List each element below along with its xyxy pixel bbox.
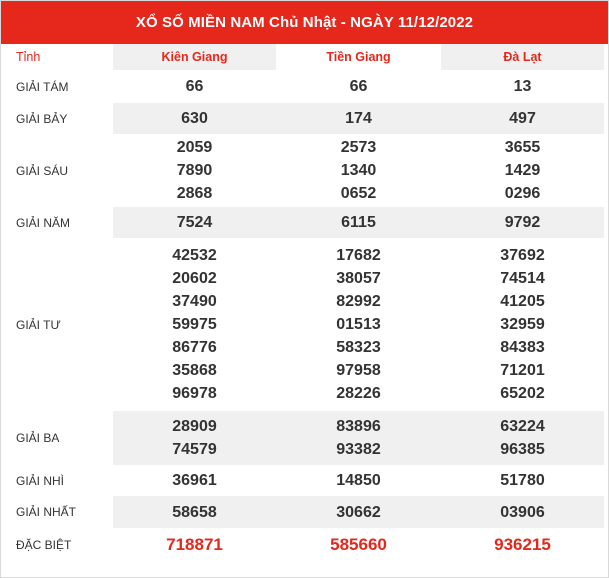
prize-number: 2573 xyxy=(340,139,377,156)
prize-number: 7890 xyxy=(176,162,213,179)
column-header-da-lat[interactable]: Đà Lạt xyxy=(441,44,604,70)
prize-cell xyxy=(276,411,441,465)
prize-cell xyxy=(441,496,604,528)
prize-cell xyxy=(113,207,276,238)
prize-number: 2868 xyxy=(176,185,213,202)
prize-cell xyxy=(113,411,276,465)
prize-number: 83896 xyxy=(336,418,381,435)
prize-cell xyxy=(441,528,604,561)
prize-row xyxy=(5,103,604,134)
prize-number: 37692 xyxy=(500,247,545,264)
prize-cell xyxy=(276,207,441,238)
prize-number: 497 xyxy=(509,110,536,127)
prize-number: 59975 xyxy=(172,316,217,333)
prize-number: 14850 xyxy=(336,472,381,489)
prize-cell xyxy=(441,238,604,411)
prize-number: 718871 xyxy=(166,535,223,554)
prize-number: 51780 xyxy=(500,472,545,489)
prize-cell xyxy=(276,238,441,411)
prize-cell xyxy=(441,411,604,465)
prize-number: 96385 xyxy=(500,441,545,458)
prize-number: 2059 xyxy=(176,139,213,156)
prize-cell xyxy=(113,70,276,103)
prize-number: 32959 xyxy=(500,316,545,333)
prize-cell xyxy=(113,103,276,134)
prize-cell xyxy=(113,465,276,496)
column-header-kien-giang[interactable]: Kiên Giang xyxy=(113,44,276,70)
prize-number: 38057 xyxy=(336,270,381,287)
column-header-tien-giang[interactable]: Tiền Giang xyxy=(326,50,391,64)
prize-number: 93382 xyxy=(336,441,381,458)
prize-number: 0652 xyxy=(340,185,377,202)
prize-cell xyxy=(441,207,604,238)
prize-cell xyxy=(441,465,604,496)
prize-number: 74514 xyxy=(500,270,545,287)
prize-label: GIẢI BA xyxy=(16,431,60,445)
prize-number: 97958 xyxy=(336,362,381,379)
prize-number: 71201 xyxy=(500,362,545,379)
prize-number: 30662 xyxy=(336,503,381,521)
prize-number: 7524 xyxy=(176,214,213,231)
prize-label: GIẢI NHẤT xyxy=(16,505,77,519)
prize-number: 6115 xyxy=(341,214,376,231)
prize-cell xyxy=(276,465,441,496)
prize-number: 58323 xyxy=(336,339,381,356)
prize-number: 84383 xyxy=(500,339,545,356)
prize-label: GIẢI SÁU xyxy=(16,163,69,178)
prize-number: 41205 xyxy=(500,293,545,310)
prize-number: 66 xyxy=(185,78,204,95)
prize-number: 9792 xyxy=(504,214,541,231)
prize-number: 42532 xyxy=(172,247,217,264)
prize-cell xyxy=(276,528,441,561)
prize-number: 585660 xyxy=(330,535,387,554)
prize-row xyxy=(5,411,604,465)
prize-cell xyxy=(113,496,276,528)
prize-number: 13 xyxy=(513,78,532,95)
prize-label: GIẢI BẢY xyxy=(16,111,68,126)
prize-number: 936215 xyxy=(494,535,551,554)
prize-cell xyxy=(276,103,441,134)
prize-cell xyxy=(113,528,276,561)
prize-number: 36961 xyxy=(172,472,217,489)
prize-number: 58658 xyxy=(172,503,217,521)
prize-cell xyxy=(441,134,604,207)
prize-row xyxy=(5,134,604,207)
prize-number: 35868 xyxy=(172,362,217,379)
prize-row xyxy=(5,238,604,411)
prize-label: ĐẶC BIỆT xyxy=(16,537,72,552)
prize-number: 28909 xyxy=(172,418,217,435)
prize-cell xyxy=(276,70,441,103)
prize-number: 28226 xyxy=(336,385,381,402)
prize-number: 37490 xyxy=(172,293,217,310)
prize-number: 630 xyxy=(181,110,208,127)
prize-number: 74579 xyxy=(172,441,217,458)
prize-number: 01513 xyxy=(336,316,381,333)
prize-cell xyxy=(276,134,441,207)
prize-label: GIẢI TƯ xyxy=(16,317,61,332)
prize-number: 03906 xyxy=(500,503,545,521)
prize-row xyxy=(5,528,604,561)
prize-number: 17682 xyxy=(336,247,381,264)
prize-label: GIẢI NĂM xyxy=(16,215,71,230)
prize-number: 3655 xyxy=(504,139,541,156)
prize-number: 0296 xyxy=(504,185,541,202)
table-header-row xyxy=(5,44,604,70)
prize-number: 86776 xyxy=(172,339,217,356)
prize-number: 174 xyxy=(345,110,372,127)
page-title: XỔ SỐ MIỀN NAM Chủ Nhật - NGÀY 11/12/2022 xyxy=(1,1,608,44)
prize-row xyxy=(5,465,604,496)
prize-cell xyxy=(113,238,276,411)
prize-label: GIẢI NHÌ xyxy=(16,473,65,488)
prize-cell xyxy=(276,496,441,528)
prize-row xyxy=(5,70,604,103)
prize-cell xyxy=(113,134,276,207)
prize-number: 63224 xyxy=(500,418,545,435)
prize-cell xyxy=(441,70,604,103)
prize-number: 1429 xyxy=(504,162,541,179)
prize-row xyxy=(5,207,604,238)
prize-label: GIẢI TÁM xyxy=(16,79,69,94)
prize-number: 96978 xyxy=(172,385,217,402)
results-table xyxy=(5,44,604,561)
prize-number: 65202 xyxy=(500,385,545,402)
prize-number: 82992 xyxy=(336,293,381,310)
prize-cell xyxy=(441,103,604,134)
prize-number: 1340 xyxy=(340,162,377,179)
column-header-province: Tỉnh xyxy=(16,50,41,64)
prize-number: 66 xyxy=(349,78,368,95)
prize-number: 20602 xyxy=(172,270,217,287)
prize-row xyxy=(5,496,604,528)
